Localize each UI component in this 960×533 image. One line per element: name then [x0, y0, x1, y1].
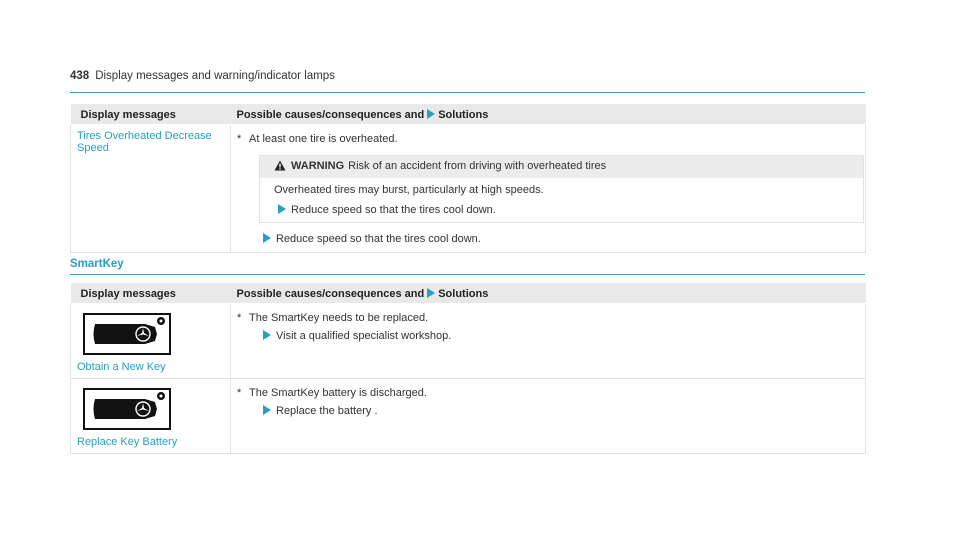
bullet-marker: * [237, 312, 242, 324]
display-message-line2: Speed [77, 142, 109, 154]
arrow-right-icon [263, 405, 271, 415]
smartkey-messages-table [70, 283, 866, 454]
display-message-line1: Tires Overheated Decrease [77, 130, 212, 142]
table-row [71, 379, 866, 454]
table-header-row [71, 283, 866, 304]
column-header-causes [231, 283, 866, 304]
page-header [70, 70, 865, 93]
cause-item [237, 133, 859, 145]
solution-text: Replace the battery . [276, 405, 378, 417]
page-number: 438 [70, 70, 90, 82]
bullet-marker: * [237, 133, 242, 145]
tire-messages-table [70, 104, 866, 253]
cause-item [237, 312, 859, 324]
section-title-smartkey: SmartKey [70, 258, 865, 275]
cause-item [237, 387, 859, 399]
column-header-solutions-text: Solutions [438, 108, 489, 121]
display-message-text: Obtain a New Key [77, 361, 166, 373]
display-message-cell [71, 125, 231, 253]
column-header-causes [231, 104, 866, 125]
warning-box [259, 155, 864, 223]
solution-text: Reduce speed so that the tires cool down. [276, 233, 481, 245]
warning-header [260, 156, 863, 178]
warning-action [274, 204, 855, 216]
causes-cell [231, 379, 866, 454]
column-header-causes-text: Possible causes/consequences and [236, 287, 425, 300]
causes-cell [231, 304, 866, 379]
column-header-causes-text: Possible causes/consequences and [236, 108, 425, 121]
bullet-marker: * [237, 387, 242, 399]
cause-text: The SmartKey needs to be replaced. [249, 312, 429, 324]
display-message-cell [71, 379, 231, 454]
display-message-text: Replace Key Battery [77, 436, 178, 448]
arrow-right-icon [427, 109, 435, 119]
table-header-row [71, 104, 866, 125]
warning-text: Risk of an accident from driving with overheated tires [348, 160, 607, 172]
table-row [71, 304, 866, 379]
causes-cell [231, 125, 866, 253]
arrow-right-icon [263, 233, 271, 243]
column-header-display-messages: Display messages [71, 283, 231, 304]
arrow-right-icon [427, 288, 435, 298]
cause-text: The SmartKey battery is discharged. [249, 387, 427, 399]
solution-item [259, 233, 859, 245]
cause-text: At least one tire is overheated. [249, 133, 398, 145]
solution-item [259, 330, 859, 342]
column-header-solutions-text: Solutions [438, 287, 489, 300]
warning-body-text: Overheated tires may burst, particularly at high speeds. [274, 184, 544, 196]
warning-body [260, 178, 863, 222]
warning-triangle-icon [274, 160, 286, 174]
warning-label: WARNING [291, 160, 345, 172]
warning-action-text: Reduce speed so that the tires cool down. [291, 204, 496, 216]
smartkey-icon [83, 313, 171, 355]
solution-item [259, 405, 859, 417]
column-header-display-messages: Display messages [71, 104, 231, 125]
solution-text: Visit a qualified specialist workshop. [276, 330, 452, 342]
arrow-right-icon [263, 330, 271, 340]
page-header-title: Display messages and warning/indicator lamps [95, 70, 335, 82]
arrow-right-icon [278, 204, 286, 214]
display-message-cell [71, 304, 231, 379]
smartkey-icon [83, 388, 171, 430]
table-row [71, 125, 866, 253]
